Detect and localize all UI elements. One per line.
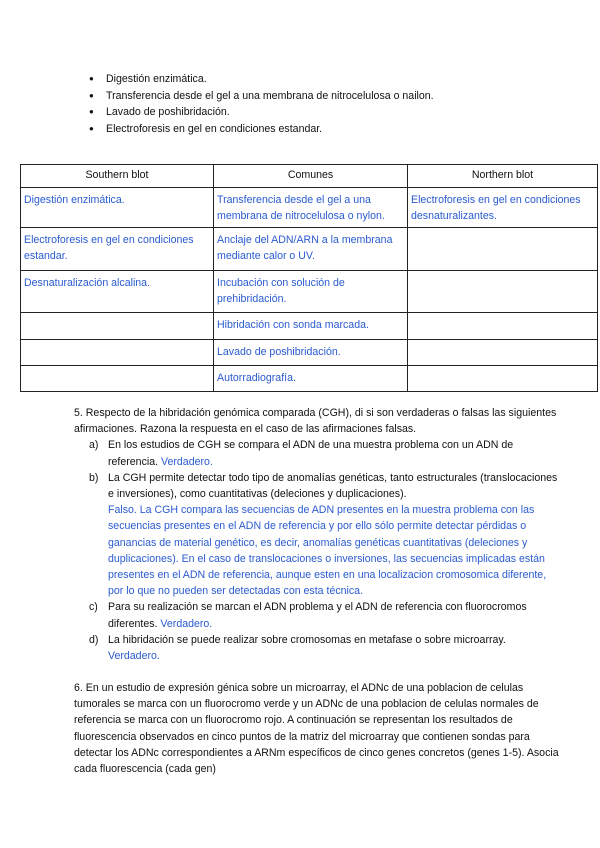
question-item <box>74 437 564 469</box>
question-5 <box>74 405 564 664</box>
item-statement: Para su realización se marcan el ADN problema y el ADN de referencia con fluorocromos diferentes. <box>108 601 527 630</box>
table-row <box>21 366 598 392</box>
table-row <box>21 228 598 271</box>
table-cell <box>408 313 598 340</box>
item-marker: d) <box>89 633 99 646</box>
item-marker: c) <box>89 601 98 614</box>
table-row <box>21 271 598 313</box>
item-answer: Falso. La CGH compara las secuencias de ADN presentes en la muestra problema con las secuencias presentes en el ADN de referencia y por ello sólo permite detectar pérdidas o ganancias de material genético, es decir, anomalías genéticas cuantitativas (deleciones y duplicaciones). En el caso de translocaciones o inversiones, las secuencias implicadas están presentes en el ADN de referencia, aunque esten en una localizacion cromosomica diferente, por lo que no pueden ser detectadas con esta técnica. <box>108 504 547 598</box>
question-6: 6. En un estudio de expresión génica sobre un microarray, el ADNc de una poblacion de celulas tumorales se marca con un fluorocromo verde y un ADNc de una poblacion de celulas normales de referencia se marca con un fluorocromo rojo. A continuación se representan los resultados de fluorescencia observados en cinco puntos de la matriz del microarray que contienen sondas para detectar los ADNc correspondientes a ARNm específicos de cinco genes concretos (genes 1-5). Asocia cada fluorescencia (cada gen) <box>74 682 559 776</box>
table-cell: Digestión enzimática. <box>21 188 214 228</box>
table-cell: Electroforesis en gel en condiciones estandar. <box>21 228 214 271</box>
item-statement: La CGH permite detectar todo tipo de anomalías genéticas, tanto estructurales (translocaciones e inversiones), como cuantitativas (deleciones y duplicaciones). <box>108 471 558 501</box>
question-item <box>74 470 564 600</box>
table-cell: Desnaturalización alcalina. <box>21 271 214 313</box>
table-cell <box>21 340 214 366</box>
bullet-item: ● Lavado de poshibridación. <box>82 104 434 121</box>
technique-bullet-list <box>82 71 434 137</box>
item-answer: Verdadero. <box>108 650 160 663</box>
table-row <box>21 313 598 340</box>
table-cell: Anclaje del ADN/ARN a la membrana mediante calor o UV. <box>214 228 408 271</box>
table-cell <box>408 228 598 271</box>
header-northern-blot: Northern blot <box>408 165 598 188</box>
table-cell <box>408 366 598 392</box>
question-item <box>74 599 564 631</box>
header-comunes: Comunes <box>214 165 408 188</box>
table-row <box>21 188 598 228</box>
item-answer: Verdadero. <box>160 617 213 630</box>
table-cell: Hibridación con sonda marcada. <box>214 313 408 340</box>
question-5-items <box>74 437 564 664</box>
item-statement: La hibridación se puede realizar sobre cromosomas en metafase o sobre microarray. <box>108 633 506 646</box>
table-cell: Autorradiografía. <box>214 366 408 392</box>
table-cell: Lavado de poshibridación. <box>214 340 408 366</box>
question-item <box>74 632 564 664</box>
table-cell <box>21 366 214 392</box>
table-cell <box>408 271 598 313</box>
header-southern-blot: Southern blot <box>21 165 214 188</box>
table-cell: Incubación con solución de prehibridación. <box>214 271 408 313</box>
item-answer: Verdadero. <box>161 455 213 468</box>
bullet-item: ● Digestión enzimática. <box>82 71 434 88</box>
item-marker: b) <box>89 471 99 484</box>
bullet-item: ● Transferencia desde el gel a una membrana de nitrocelulosa o nailon. <box>82 88 434 105</box>
table-cell: Electroforesis en gel en condiciones desnaturalizantes. <box>408 188 598 228</box>
bullet-item: ● Electroforesis en gel en condiciones estandar. <box>82 121 434 138</box>
item-marker: a) <box>89 439 99 452</box>
table-cell: Transferencia desde el gel a una membrana de nitrocelulosa o nylon. <box>214 188 408 228</box>
table-cell <box>21 313 214 340</box>
question-5-intro: 5. Respecto de la hibridación genómica comparada (CGH), di si son verdaderas o falsas las siguientes afirmaciones. Razona la respuesta en el caso de las afirmaciones falsas. <box>74 407 557 436</box>
table-header-row <box>21 165 598 188</box>
table-cell <box>408 340 598 366</box>
blot-comparison-table <box>20 164 598 392</box>
table-row <box>21 340 598 366</box>
item-statement: En los estudios de CGH se compara el ADN de una muestra problema con un ADN de referencia. <box>108 439 514 468</box>
